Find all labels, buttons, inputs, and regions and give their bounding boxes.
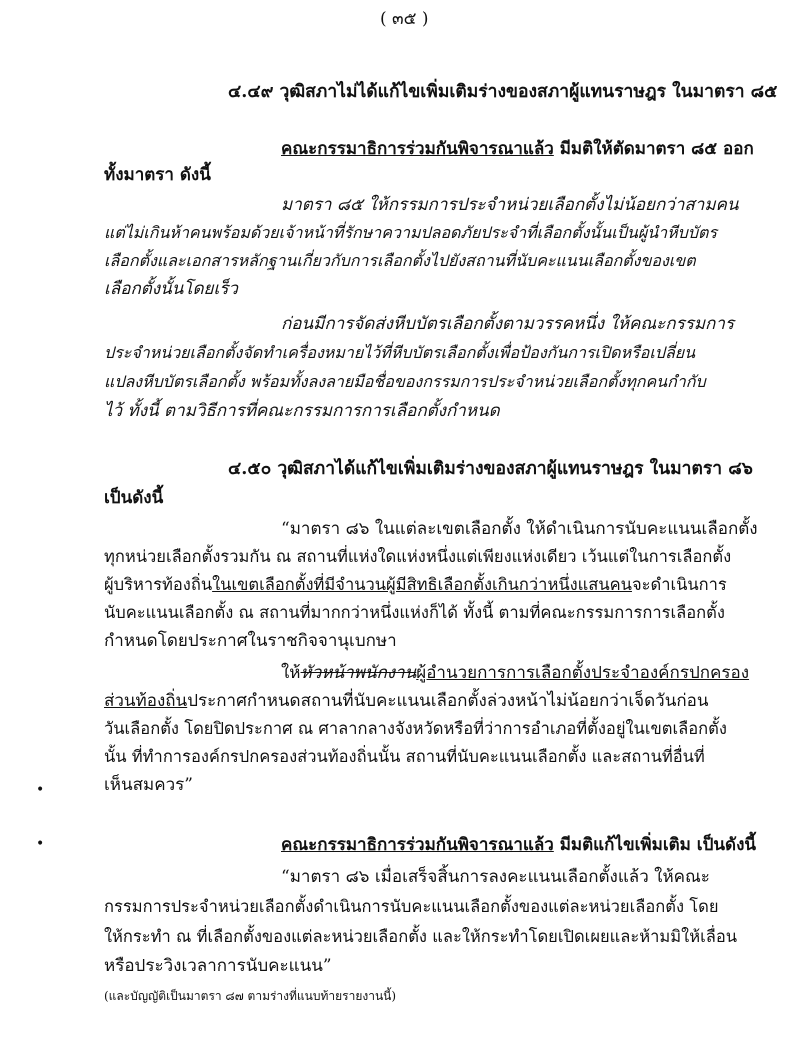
committee-text-line: กรรมการประจำหน่วยเลือกตั้งดำเนินการนับคะแนนเลือกตั้งของแต่ละหน่วยเลือกตั้ง โดย <box>104 897 719 916</box>
page-number: ( ๓๕ ) <box>380 9 429 29</box>
senate-text-line: กำหนดโดยประกาศในราชกิจจานุเบกษา <box>104 631 397 651</box>
margin-mark: • <box>36 836 45 852</box>
senate-text-line: นั้น ที่ทำการองค์กรปกครองส่วนท้องถิ่นนั้น สถานที่นับคะแนนเลือกตั้ง และสถานที่อื่นที่ <box>104 747 705 766</box>
amended-text: ส่วนท้องถิ่น <box>104 691 188 711</box>
deleted-text-line: เลือกตั้งและเอกสารหลักฐานเกี่ยวกับการเลือกตั้งไปยังสถานที่นับคะแนนเลือกตั้งของเขต <box>104 251 696 270</box>
section-449-heading: ๔.๔๙ วุฒิสภาไม่ได้แก้ไขเพิ่มเติมร่างของสภาผู้แทนราษฎร ในมาตรา ๘๕ <box>228 82 778 102</box>
section-450-heading: ๔.๕๐ วุฒิสภาได้แก้ไขเพิ่มเติมร่างของสภาผู้แทนราษฎร ในมาตรา ๘๖ <box>228 459 753 479</box>
resolution-text: มีมติแก้ไขเพิ่มเติม เป็นดังนี้ <box>553 835 756 855</box>
senate-text-segment: ให้ <box>281 663 301 683</box>
committee-text-line: หรือประวิงเวลาการนับคะแนน” <box>104 956 332 976</box>
committee-text-line: “มาตรา ๘๖ เมื่อเสร็จสิ้นการลงคะแนนเลือกตั้งแล้ว ให้คณะ <box>281 867 710 887</box>
section-449-resolution <box>281 138 754 160</box>
struck-text: หัวหน้าพนักงาน <box>300 663 417 683</box>
margin-mark: • <box>36 782 45 798</box>
senate-text-line <box>281 662 749 684</box>
amended-text: ในเขตเลือกตั้งที่มีจำนวนผู้มีสิทธิเลือกตั้งเกินกว่าหนึ่งแสนคน <box>212 575 632 594</box>
senate-text-segment: ผู้บริหารท้องถิ่น <box>104 575 213 594</box>
committee-label: คณะกรรมาธิการร่วมกันพิจารณาแล้ว <box>281 139 554 159</box>
senate-text-line: เห็นสมควร” <box>104 775 193 795</box>
senate-text-segment: จะดำเนินการ <box>631 575 727 594</box>
committee-text-line: ให้กระทำ ณ ที่เลือกตั้งของแต่ละหน่วยเลือกตั้ง และให้กระทำโดยเปิดเผยและห้ามมิให้เลื่อน <box>104 927 738 946</box>
deleted-text-line: ประจำหน่วยเลือกตั้งจัดทำเครื่องหมายไว้ที่หีบบัตรเลือกตั้งเพื่อป้องกันการเปิดหรือเปลี่ยน <box>104 343 696 362</box>
deleted-text-line: ไว้ ทั้งนี้ ตามวิธีการที่คณะกรรมการการเลือกตั้งกำหนด <box>104 401 500 421</box>
senate-text-line: “มาตรา ๘๖ ในแต่ละเขตเลือกตั้ง ให้ดำเนินการนับคะแนนเลือกตั้ง <box>281 519 758 539</box>
deleted-text-line: แต่ไม่เกินห้าคนพร้อมด้วยเจ้าหน้าที่รักษาความปลอดภัยประจำที่เลือกตั้งนั้นเป็นผู้นำหีบบัตร <box>104 223 717 242</box>
deleted-text-line: แปลงหีบบัตรเลือกตั้ง พร้อมทั้งลงลายมือชื่อของกรรมการประจำหน่วยเลือกตั้งทุกคนกำกับ <box>104 372 706 391</box>
footnote: (และบัญญัติเป็นมาตรา ๘๗ ตามร่างที่แนบท้ายรายงานนี้) <box>104 989 397 1003</box>
senate-text-line <box>104 690 708 712</box>
amended-text: ผู้อำนวยการการเลือกตั้งประจำองค์กรปกครอง <box>416 663 750 683</box>
resolution-text: มีมติให้ตัดมาตรา ๘๕ ออก <box>553 139 754 159</box>
section-450-resolution <box>281 834 756 856</box>
section-450-heading-cont: เป็นดังนี้ <box>104 488 164 508</box>
senate-text-line: ทุกหน่วยเลือกตั้งรวมกัน ณ สถานที่แห่งใดแห่งหนึ่งแต่เพียงแห่งเดียว เว้นแต่ในการเลือกตั้ง <box>104 547 732 566</box>
senate-text-line <box>104 574 727 596</box>
senate-text-line: วันเลือกตั้ง โดยปิดประกาศ ณ ศาลากลางจังหวัดหรือที่ว่าการอำเภอที่ตั้งอยู่ในเขตเลือกตั้ง <box>104 719 727 738</box>
resolution-continuation: ทั้งมาตรา ดังนี้ <box>104 165 211 185</box>
senate-text-line: นับคะแนนเลือกตั้ง ณ สถานที่มากกว่าหนึ่งแห่งก็ได้ ทั้งนี้ ตามที่คณะกรรมการการเลือกตั้ง <box>104 603 725 622</box>
committee-label: คณะกรรมาธิการร่วมกันพิจารณาแล้ว <box>281 835 554 855</box>
deleted-text-line: ก่อนมีการจัดส่งหีบบัตรเลือกตั้งตามวรรคหนึ่ง ให้คณะกรรมการ <box>281 314 735 334</box>
deleted-text-line: เลือกตั้งนั้นโดยเร็ว <box>104 279 238 299</box>
senate-text-segment: ประกาศกำหนดสถานที่นับคะแนนเลือกตั้งล่วงหน้าไม่น้อยกว่าเจ็ดวันก่อน <box>187 691 709 711</box>
deleted-text-line: มาตรา ๘๕ ให้กรรมการประจำหน่วยเลือกตั้งไม่น้อยกว่าสามคน <box>281 195 739 215</box>
